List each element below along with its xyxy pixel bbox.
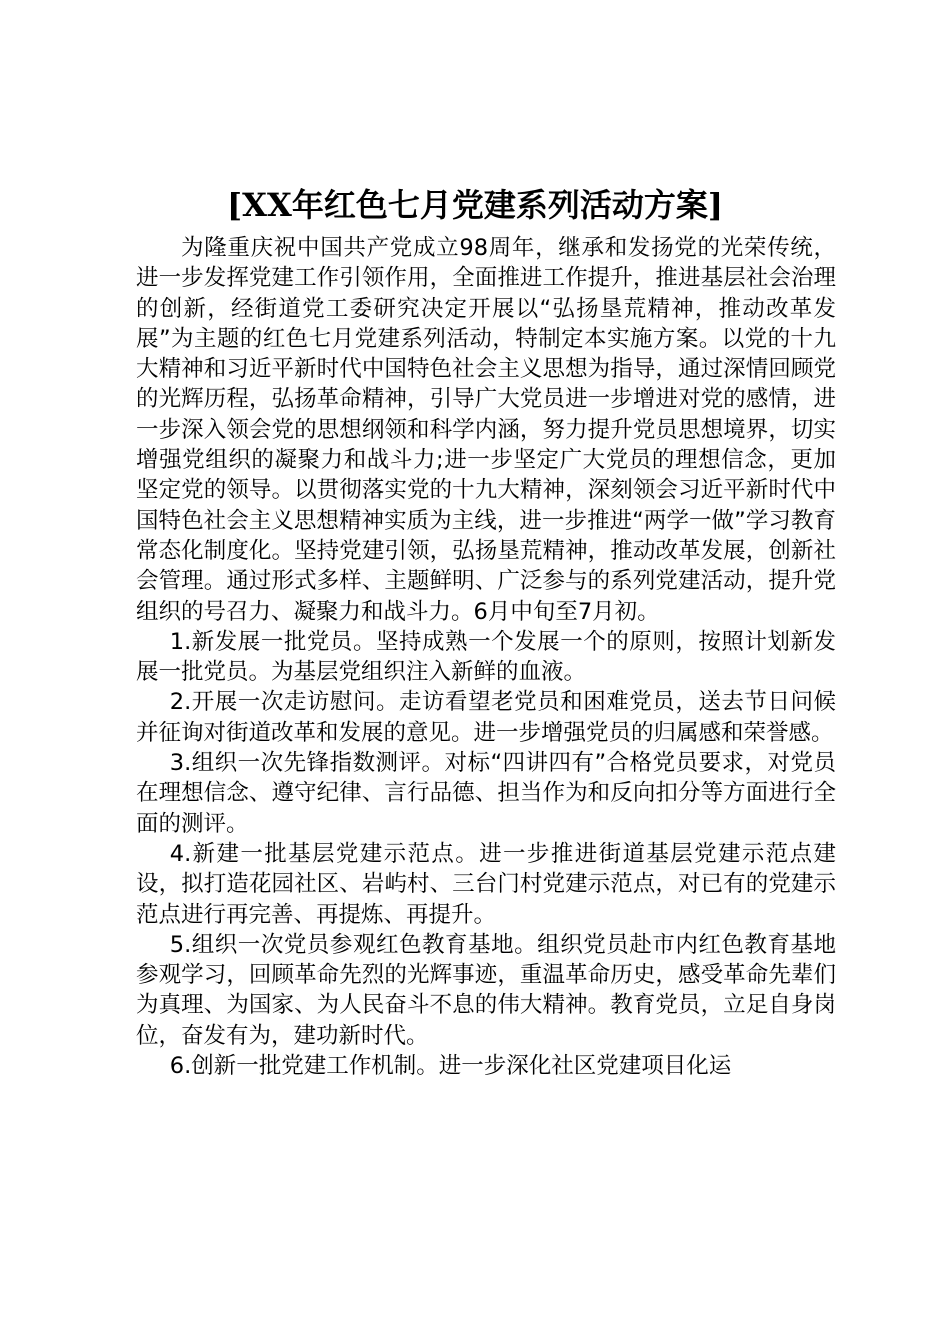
list-item: 2.开展一次走访慰问。走访看望老党员和困难党员，送去节日问候并征询对街道改革和发展的意见。进一步增强党员的归属感和荣誉感。 bbox=[136, 689, 836, 746]
list-item: 6.创新一批党建工作机制。进一步深化社区党建项目化运 bbox=[169, 1053, 732, 1080]
intro-paragraph: 为隆重庆祝中国共产党成立98周年，继承和发扬党的光荣传统，进一步发挥党建工作引领作用，全面推进工作提升，推进基层社会治理的创新，经街道党工委研究决定开展以“弘扬垦荒精神，推动改革发展”为主题的红色七月党建系列活动，特制定本实施方案。以党的十九大精神和习近平新时代中国特色社会主义思想为指导，通过深情回顾党的光辉历程，弘扬革命精神，引导广大党员进一步增进对党的感情，进一步深入领会党的思想纲领和科学内涵，努力提升党员思想境界，切实增强党组织的凝聚力和战斗力;进一步坚定广大党员的理想信念，更加坚定党的领导。以贯彻落实党的十九大精神，深刻领会习近平新时代中国特色社会主义思想精神实质为主线，进一步推进“两学一做”学习教育常态化制度化。坚持党建引领，弘扬垦荒精神，推动改革发展，创新社会管理。通过形式多样、主题鲜明、广泛参与的系列党建活动，提升党组织的号召力、凝聚力和战斗力。6月中旬至7月初。 bbox=[136, 235, 836, 625]
list-item: 1.新发展一批党员。坚持成熟一个发展一个的原则，按照计划新发展一批党员。为基层党组织注入新鲜的血液。 bbox=[136, 628, 836, 686]
list-item: 5.组织一次党员参观红色教育基地。组织党员赴市内红色教育基地参观学习，回顾革命先烈的光辉事迹，重温革命历史，感受革命先辈们为真理、为国家、为人民奋斗不息的伟大精神。教育党员，立足自身岗位，奋发有为，建功新时代。 bbox=[136, 931, 836, 1049]
document-body bbox=[136, 233, 836, 1081]
list-item: 4.新建一批基层党建示范点。进一步推进街道基层党建示范点建设，拟打造花园社区、岩屿村、三台门村党建示范点，对已有的党建示范点进行再完善、再提炼、再提升。 bbox=[136, 840, 836, 928]
document-title: [XX年红色七月党建系列活动方案] bbox=[227, 186, 723, 224]
list-item: 3.组织一次先锋指数测评。对标“四讲四有”合格党员要求，对党员在理想信念、遵守纪律、言行品德、担当作为和反向扣分等方面进行全面的测评。 bbox=[136, 750, 836, 837]
